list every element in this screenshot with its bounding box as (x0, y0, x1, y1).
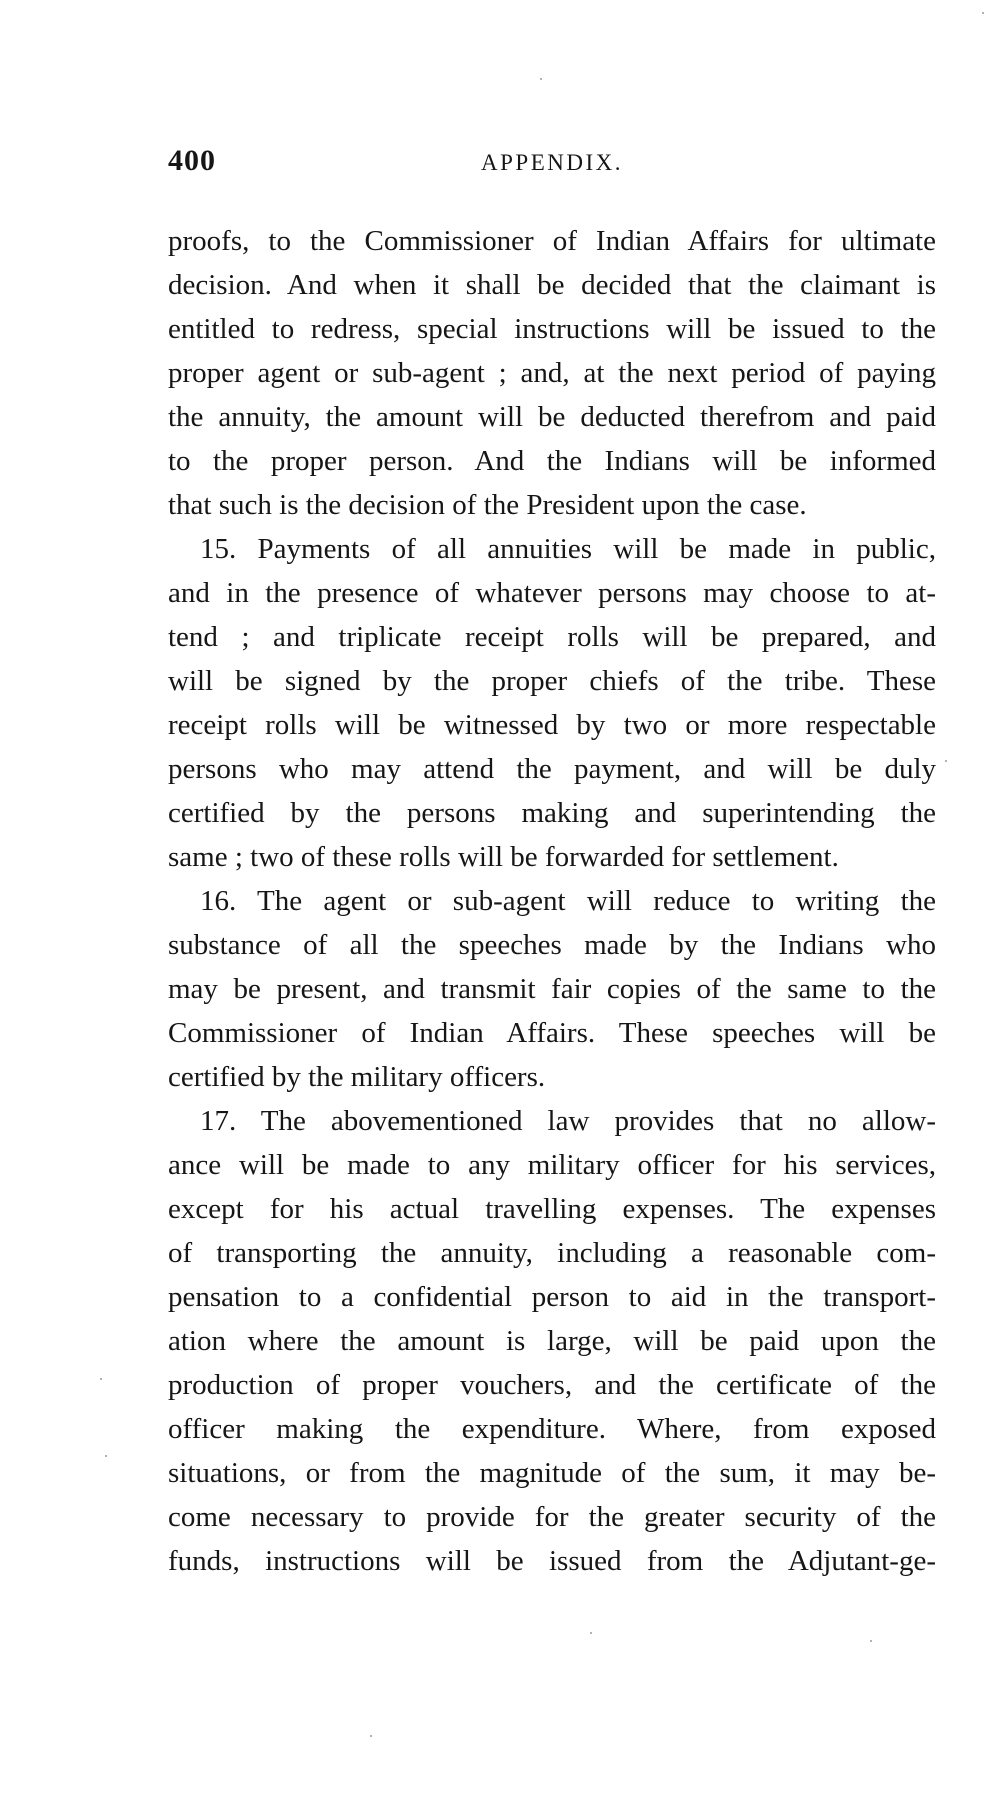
text-line: certified by the persons making and superintending the (168, 797, 936, 829)
paragraph-17 (168, 1099, 936, 1583)
text-line: 16. The agent or sub-agent will reduce to writing the (200, 885, 936, 917)
text-line: persons who may attend the payment, and will be duly (168, 753, 936, 785)
text-line: entitled to redress, special instructions will be issued to the (168, 313, 936, 345)
paragraph-continuation (168, 219, 936, 527)
body-text (168, 219, 936, 1583)
scan-speck (982, 12, 984, 14)
text-line: substance of all the speeches made by the Indians who (168, 929, 936, 961)
text-line: except for his actual travelling expenses. The expenses (168, 1193, 936, 1225)
scan-speck (100, 1378, 102, 1380)
text-line: same ; two of these rolls will be forwarded for settlement. (168, 841, 839, 873)
text-line: funds, instructions will be issued from the Adjutant-ge- (168, 1545, 936, 1577)
text-line: come necessary to provide for the greater security of the (168, 1501, 936, 1533)
paragraph-15 (168, 527, 936, 879)
text-line: receipt rolls will be witnessed by two or more respectable (168, 709, 936, 741)
text-line: proper agent or sub-agent ; and, at the next period of paying (168, 357, 936, 389)
text-line: officer making the expenditure. Where, from exposed (168, 1413, 936, 1445)
text-line: 17. The abovementioned law provides that no allow- (200, 1105, 936, 1137)
text-line: will be signed by the proper chiefs of the tribe. These (168, 665, 936, 697)
text-line: pensation to a confidential person to aid in the transport- (168, 1281, 936, 1313)
scan-speck (945, 760, 947, 762)
scan-speck (870, 1640, 872, 1642)
scan-speck (105, 1455, 107, 1457)
text-line: 15. Payments of all annuities will be made in public, (200, 533, 936, 565)
text-line: Commissioner of Indian Affairs. These speeches will be (168, 1017, 936, 1049)
scan-speck (370, 1735, 372, 1737)
text-line: and in the presence of whatever persons may choose to at- (168, 577, 936, 609)
text-line: to the proper person. And the Indians will be informed (168, 445, 936, 477)
scan-speck (590, 1632, 592, 1634)
scan-speck (540, 78, 542, 80)
text-line: ation where the amount is large, will be paid upon the (168, 1325, 936, 1357)
text-line: that such is the decision of the President upon the case. (168, 489, 807, 521)
text-line: tend ; and triplicate receipt rolls will be prepared, and (168, 621, 936, 653)
text-line: decision. And when it shall be decided that the claimant is (168, 269, 936, 301)
text-line: production of proper vouchers, and the certificate of the (168, 1369, 936, 1401)
text-line: may be present, and transmit fair copies of the same to the (168, 973, 936, 1005)
paragraph-16 (168, 879, 936, 1099)
text-line: situations, or from the magnitude of the sum, it may be- (168, 1457, 936, 1489)
text-line: of transporting the annuity, including a reasonable com- (168, 1237, 936, 1269)
text-line: certified by the military officers. (168, 1061, 546, 1093)
running-title: APPENDIX. (481, 150, 623, 175)
text-line: proofs, to the Commissioner of Indian Affairs for ultimate (168, 225, 936, 257)
page-number: 400 (168, 144, 216, 177)
running-head (168, 144, 936, 188)
text-line: ance will be made to any military officer for his services, (168, 1149, 936, 1181)
text-line: the annuity, the amount will be deducted therefrom and paid (168, 401, 936, 433)
